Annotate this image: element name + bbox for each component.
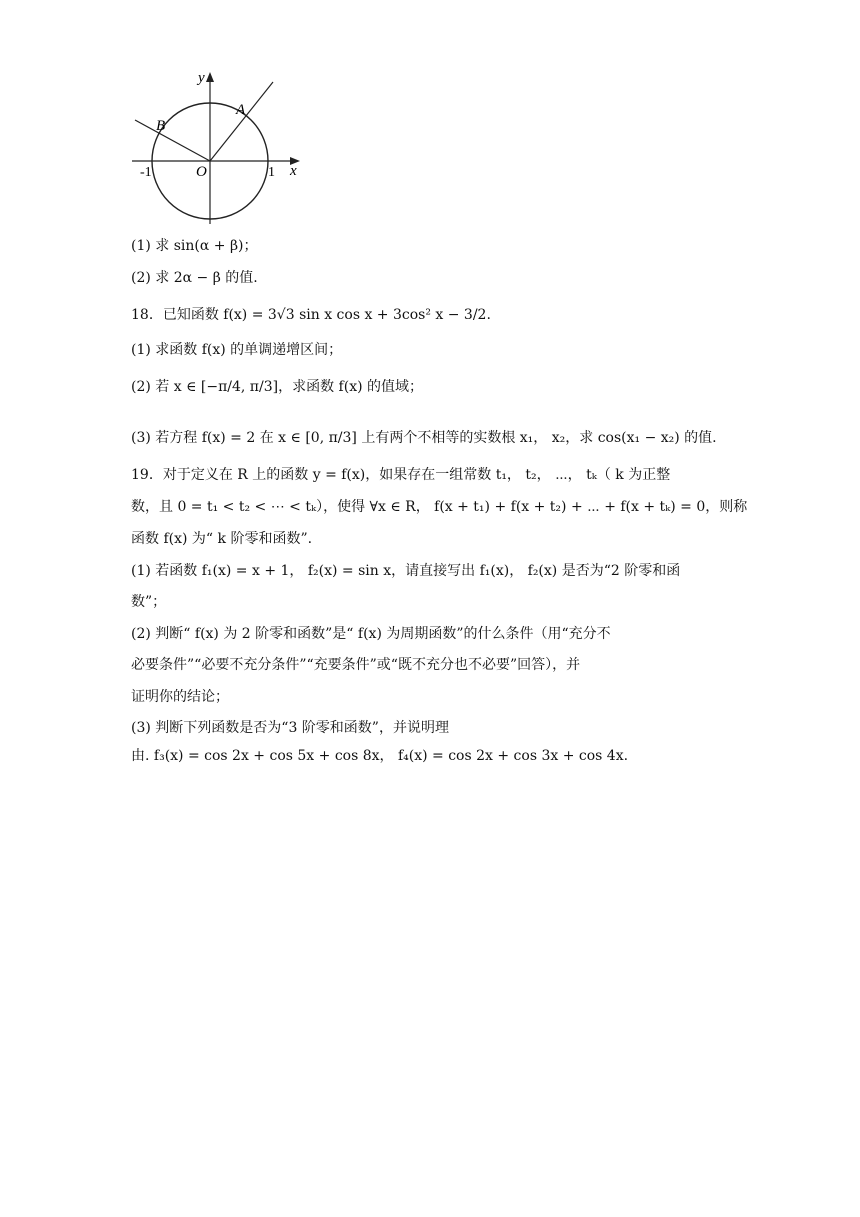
unit-circle-figure	[128, 66, 308, 226]
q19-stem-line-2: 数，且 0 = t₁ < t₂ < ⋯ < tₖ），使得 ∀x ∈ R， f(x + t₁) + f(x + t₂) + ⋯ + f(x + tₖ) = 0，则称	[131, 499, 748, 515]
q19-part-2-line-2: 必要条件”“必要不充分条件”“充要条件”或“既不充分也不必要”回答），并	[131, 657, 581, 673]
point-b-label: B	[156, 118, 166, 134]
q19-part-2-line-3: 证明你的结论；	[131, 689, 229, 705]
q18-part-1: (1) 求函数 f(x) 的单调递增区间；	[131, 342, 343, 358]
y-axis-label: y	[198, 70, 205, 86]
q19-stem-line-1: 19．对于定义在 R 上的函数 y = f(x)，如果存在一组常数 t₁， t₂， ⋯， tₖ（ k 为正整	[131, 467, 671, 483]
neg-one-label: -1	[140, 165, 152, 180]
q19-part-1-line-1: (1) 若函数 f₁(x) = x + 1， f₂(x) = sin x，请直接写出 f₁(x)， f₂(x) 是否为“2 阶零和函	[131, 563, 681, 579]
point-a-label: A	[236, 102, 246, 118]
terminal-side-b	[135, 120, 210, 161]
y-axis-arrow	[206, 72, 214, 82]
q17-part-2: (2) 求 2α − β 的值.	[131, 270, 258, 286]
q19-part-1-line-2: 数”；	[131, 594, 167, 610]
terminal-side-a	[210, 82, 273, 161]
q19-part-3-line-2: 由. f₃(x) = cos 2x + cos 5x + cos 8x， f₄(x) = cos 2x + cos 3x + cos 4x.	[131, 748, 629, 764]
q19-part-3-line-1: (3) 判断下列函数是否为“3 阶零和函数”，并说明理	[131, 720, 449, 736]
q18-part-2: (2) 若 x ∈ [−π/4, π/3]，求函数 f(x) 的值域；	[131, 379, 423, 395]
one-label: 1	[268, 165, 275, 180]
q19-part-2-line-1: (2) 判断“ f(x) 为 2 阶零和函数”是“ f(x) 为周期函数”的什么条件（用“充分不	[131, 626, 611, 642]
q17-part-1: (1) 求 sin(α + β)；	[131, 238, 258, 254]
origin-label: O	[196, 164, 207, 180]
x-axis-label: x	[290, 163, 297, 179]
q19-stem-line-3: 函数 f(x) 为“ k 阶零和函数”.	[131, 531, 313, 547]
q18-stem: 18．已知函数 f(x) = 3√3 sin x cos x + 3cos² x − 3/2.	[131, 307, 491, 323]
q18-part-3: (3) 若方程 f(x) = 2 在 x ∈ [0, π/3] 上有两个不相等的实数根 x₁， x₂，求 cos(x₁ − x₂) 的值.	[131, 430, 717, 446]
